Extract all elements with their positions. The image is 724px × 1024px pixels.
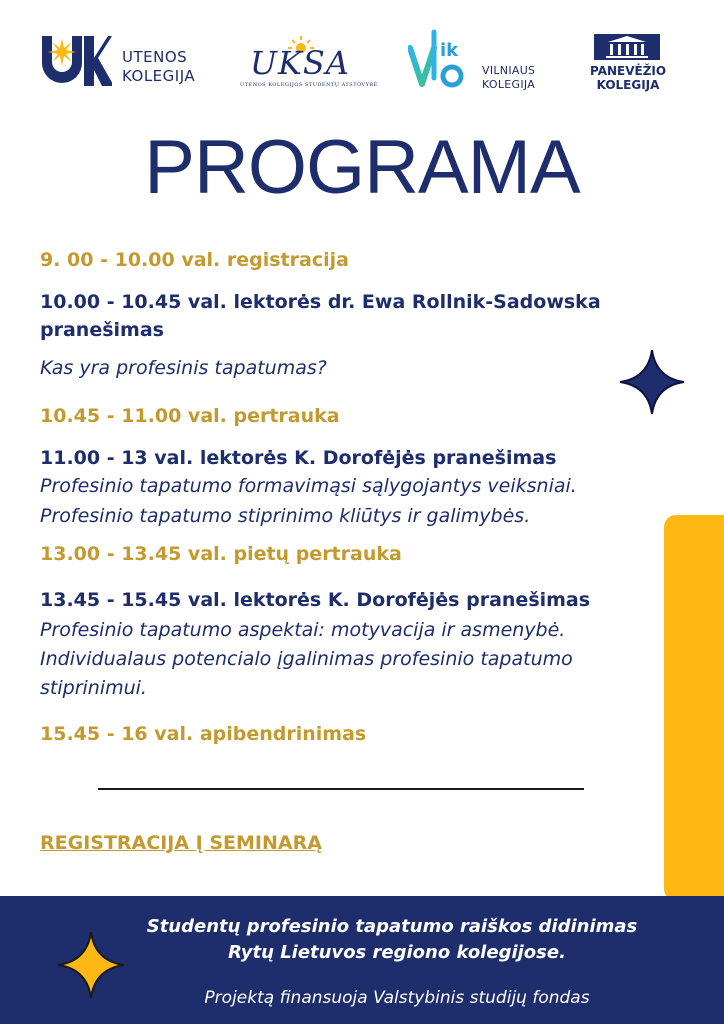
divider-line bbox=[98, 788, 584, 790]
viko-logo-icon bbox=[408, 28, 476, 94]
program-item-lecture-1-topic: Kas yra profesinis tapatumas? bbox=[40, 357, 327, 379]
panevezio-kolegija-name: PANEVĖŽIO KOLEGIJA bbox=[590, 64, 667, 92]
program-item-lecture-2-desc-1: Profesinio tapatumo formavimąsi sąlygojantys veiksniai. bbox=[40, 475, 577, 497]
program-item-registration: 9. 00 - 10.00 val. registracija bbox=[40, 249, 349, 271]
registration-link[interactable]: REGISTRACIJA Į SEMINARĄ bbox=[40, 832, 322, 854]
logo-bar bbox=[0, 28, 724, 98]
panevezio-building-icon bbox=[594, 34, 660, 60]
svg-text:ik: ik bbox=[440, 40, 459, 61]
decorative-yellow-bar bbox=[664, 515, 724, 901]
footer-project-title-2: Rytų Lietuvos regiono kolegijose. bbox=[228, 942, 566, 963]
program-item-lecture-1: 10.00 - 10.45 val. lektorės dr. Ewa Rollnik-Sadowska bbox=[40, 291, 601, 313]
program-item-lecture-2-desc-2: Profesinio tapatumo stiprinimo kliūtys ir galimybės. bbox=[40, 505, 531, 527]
footer-banner bbox=[0, 896, 724, 1024]
program-item-lecture-3: 13.45 - 15.45 val. lektorės K. Dorofėjės pranešimas bbox=[40, 589, 591, 611]
utenos-kolegija-name: UTENOS KOLEGIJA bbox=[122, 48, 196, 85]
program-item-lecture-3-desc-2: Individualaus potencialo įgalinimas profesinio tapatumo bbox=[40, 648, 573, 670]
navy-star-icon bbox=[618, 348, 686, 416]
footer-funding-note: Projektą finansuoja Valstybinis studijų fondas bbox=[204, 988, 590, 1008]
program-item-lunch: 13.00 - 13.45 val. pietų pertrauka bbox=[40, 543, 402, 565]
page-title: PROGRAMA bbox=[144, 125, 580, 210]
program-item-lecture-1-cont: pranešimas bbox=[40, 319, 164, 341]
footer-project-title-1: Studentų profesinio tapatumo raiškos didinimas bbox=[146, 916, 638, 937]
utenos-kolegija-logo-icon bbox=[40, 32, 112, 88]
program-item-break: 10.45 - 11.00 val. pertrauka bbox=[40, 405, 340, 427]
vilniaus-kolegija-name: VILNIAUS KOLEGIJA bbox=[482, 64, 536, 91]
uksa-logo: UKSA UTENOS KOLEGIJOS STUDENTŲ ATSTOVYBĖ bbox=[240, 42, 358, 90]
program-item-lecture-3-desc-1: Profesinio tapatumo aspektai: motyvacija ir asmenybė. bbox=[40, 619, 566, 641]
program-item-summary: 15.45 - 16 val. apibendrinimas bbox=[40, 723, 367, 745]
program-item-lecture-3-desc-3: stiprinimui. bbox=[40, 677, 147, 699]
program-item-lecture-2: 11.00 - 13 val. lektorės K. Dorofėjės pranešimas bbox=[40, 447, 557, 469]
